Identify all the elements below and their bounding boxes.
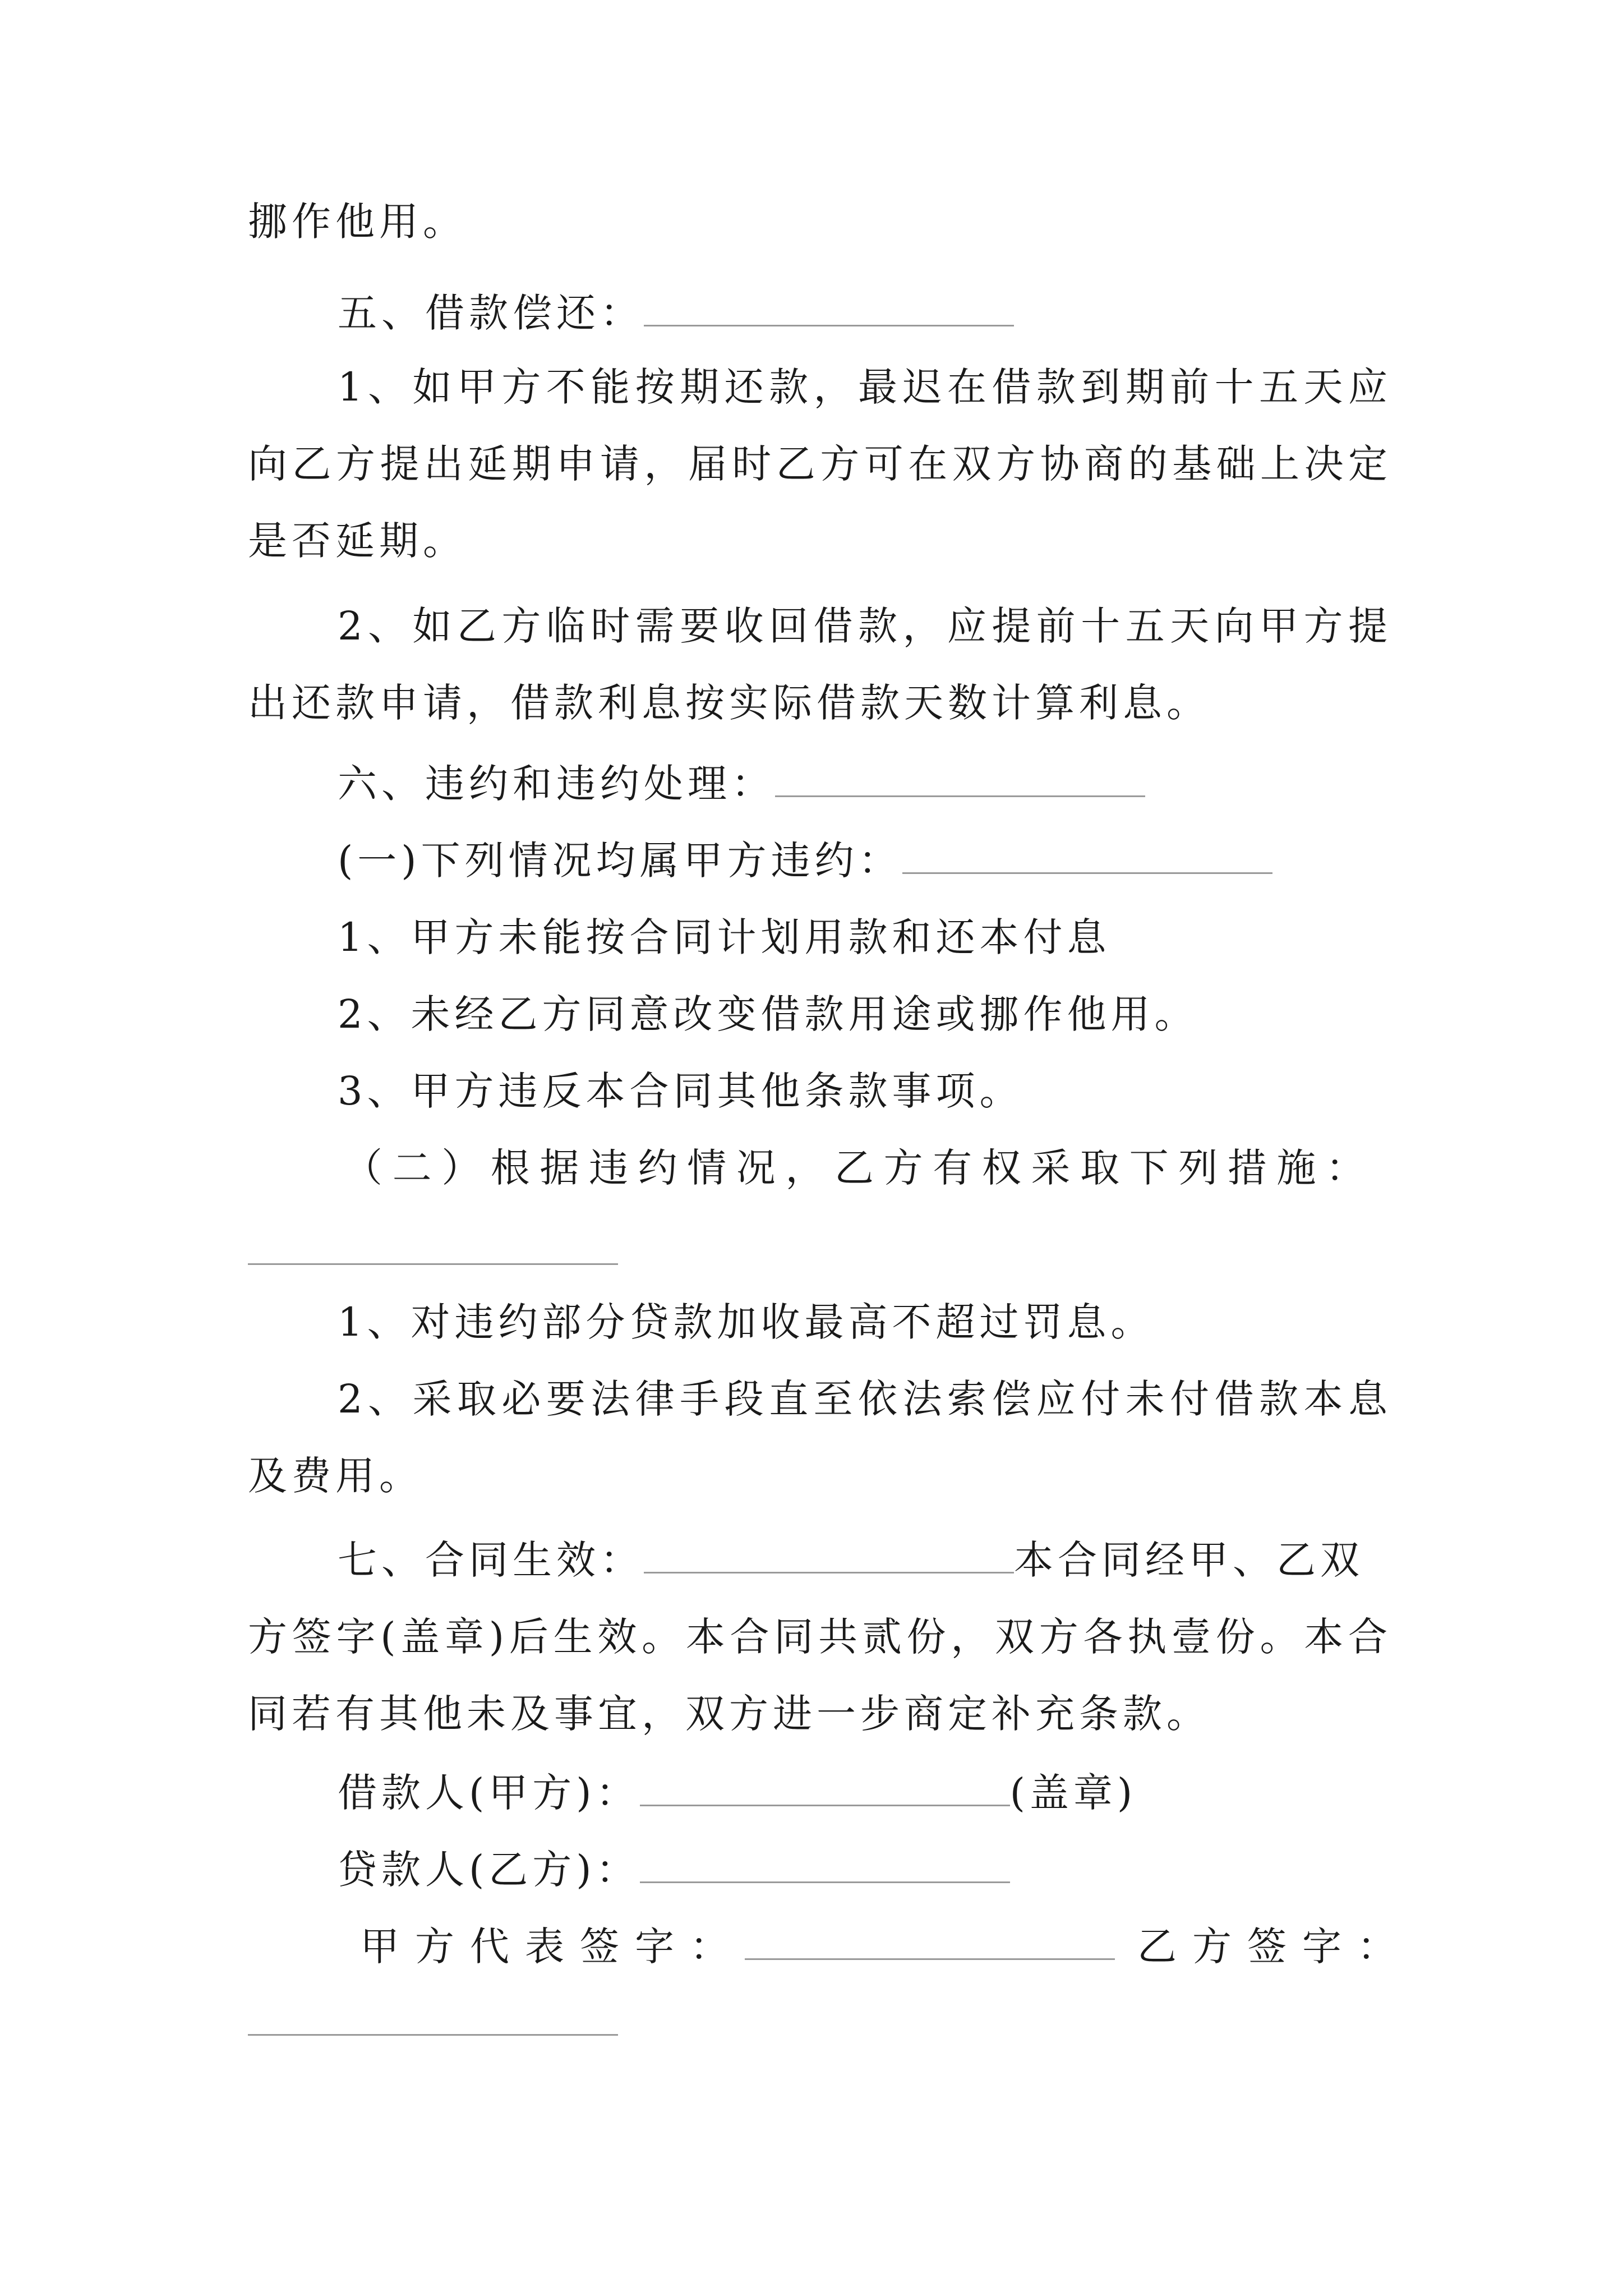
fill-in-blank[interactable] xyxy=(640,1842,1010,1883)
signature-line-lender xyxy=(338,1842,1392,1898)
fill-in-blank[interactable] xyxy=(745,1919,1115,1960)
subsection-title: (一)下列情况均属甲方违约： xyxy=(338,838,902,884)
text-line: 是否延期。 xyxy=(248,518,467,564)
subsection-heading xyxy=(338,832,1392,889)
signature-line-representatives xyxy=(360,1918,1412,1975)
section-heading xyxy=(338,756,1392,812)
list-item: 1、对违约部分贷款加收最高不超过罚息。 xyxy=(338,1299,1155,1345)
text-fragment: 本合同经甲、乙双 xyxy=(1014,1537,1364,1583)
signature-label: 乙方签字： xyxy=(1137,1924,1412,1970)
fill-in-blank[interactable] xyxy=(775,756,1145,797)
text-line: 方签字(盖章)后生效。本合同共贰份，双方各执壹份。本合 xyxy=(248,1614,1392,1660)
subsection-heading: （二）根据违约情况，乙方有权采取下列措施： xyxy=(343,1145,1370,1191)
signature-label: 甲方代表签字： xyxy=(360,1924,745,1970)
signature-line-borrower xyxy=(338,1765,1392,1821)
section-title: 六、违约和违约处理： xyxy=(338,761,775,807)
list-item: 2、采取必要法律手段直至依法索偿应付未付借款本息 xyxy=(338,1376,1392,1422)
section-title: 五、借款偿还： xyxy=(338,290,644,336)
list-item: 3、甲方违反本合同其他条款事项。 xyxy=(338,1068,1023,1114)
text-line: 及费用。 xyxy=(248,1453,423,1499)
signature-label: 借款人(甲方)： xyxy=(338,1770,640,1816)
text-line: 2、如乙方临时需要收回借款，应提前十五天向甲方提 xyxy=(338,603,1392,649)
text-line: 同若有其他未及事宜，双方进一步商定补充条款。 xyxy=(248,1691,1210,1737)
text-line: 向乙方提出延期申请，届时乙方可在双方协商的基础上决定 xyxy=(248,441,1392,487)
fill-in-blank[interactable] xyxy=(248,1263,618,1265)
list-item: 1、甲方未能按合同计划用款和还本付息 xyxy=(338,914,1111,960)
fill-in-blank[interactable] xyxy=(644,1533,1014,1573)
signature-label: 贷款人(乙方)： xyxy=(338,1847,640,1893)
fill-in-blank[interactable] xyxy=(644,286,1014,326)
fill-in-blank[interactable] xyxy=(248,2034,618,2036)
list-item: 2、未经乙方同意改变借款用途或挪作他用。 xyxy=(338,991,1198,1037)
fill-in-blank[interactable] xyxy=(640,1765,1010,1806)
section-heading xyxy=(338,285,1392,341)
fill-in-blank[interactable] xyxy=(902,833,1272,874)
text-line: 出还款申请，借款利息按实际借款天数计算利息。 xyxy=(248,680,1210,726)
seal-note: (盖章) xyxy=(1009,1770,1137,1816)
text-line: 1、如甲方不能按期还款，最迟在借款到期前十五天应 xyxy=(338,364,1392,410)
text-line: 挪作他用。 xyxy=(248,199,467,245)
section-heading xyxy=(338,1532,1392,1588)
section-title: 七、合同生效： xyxy=(338,1537,644,1583)
